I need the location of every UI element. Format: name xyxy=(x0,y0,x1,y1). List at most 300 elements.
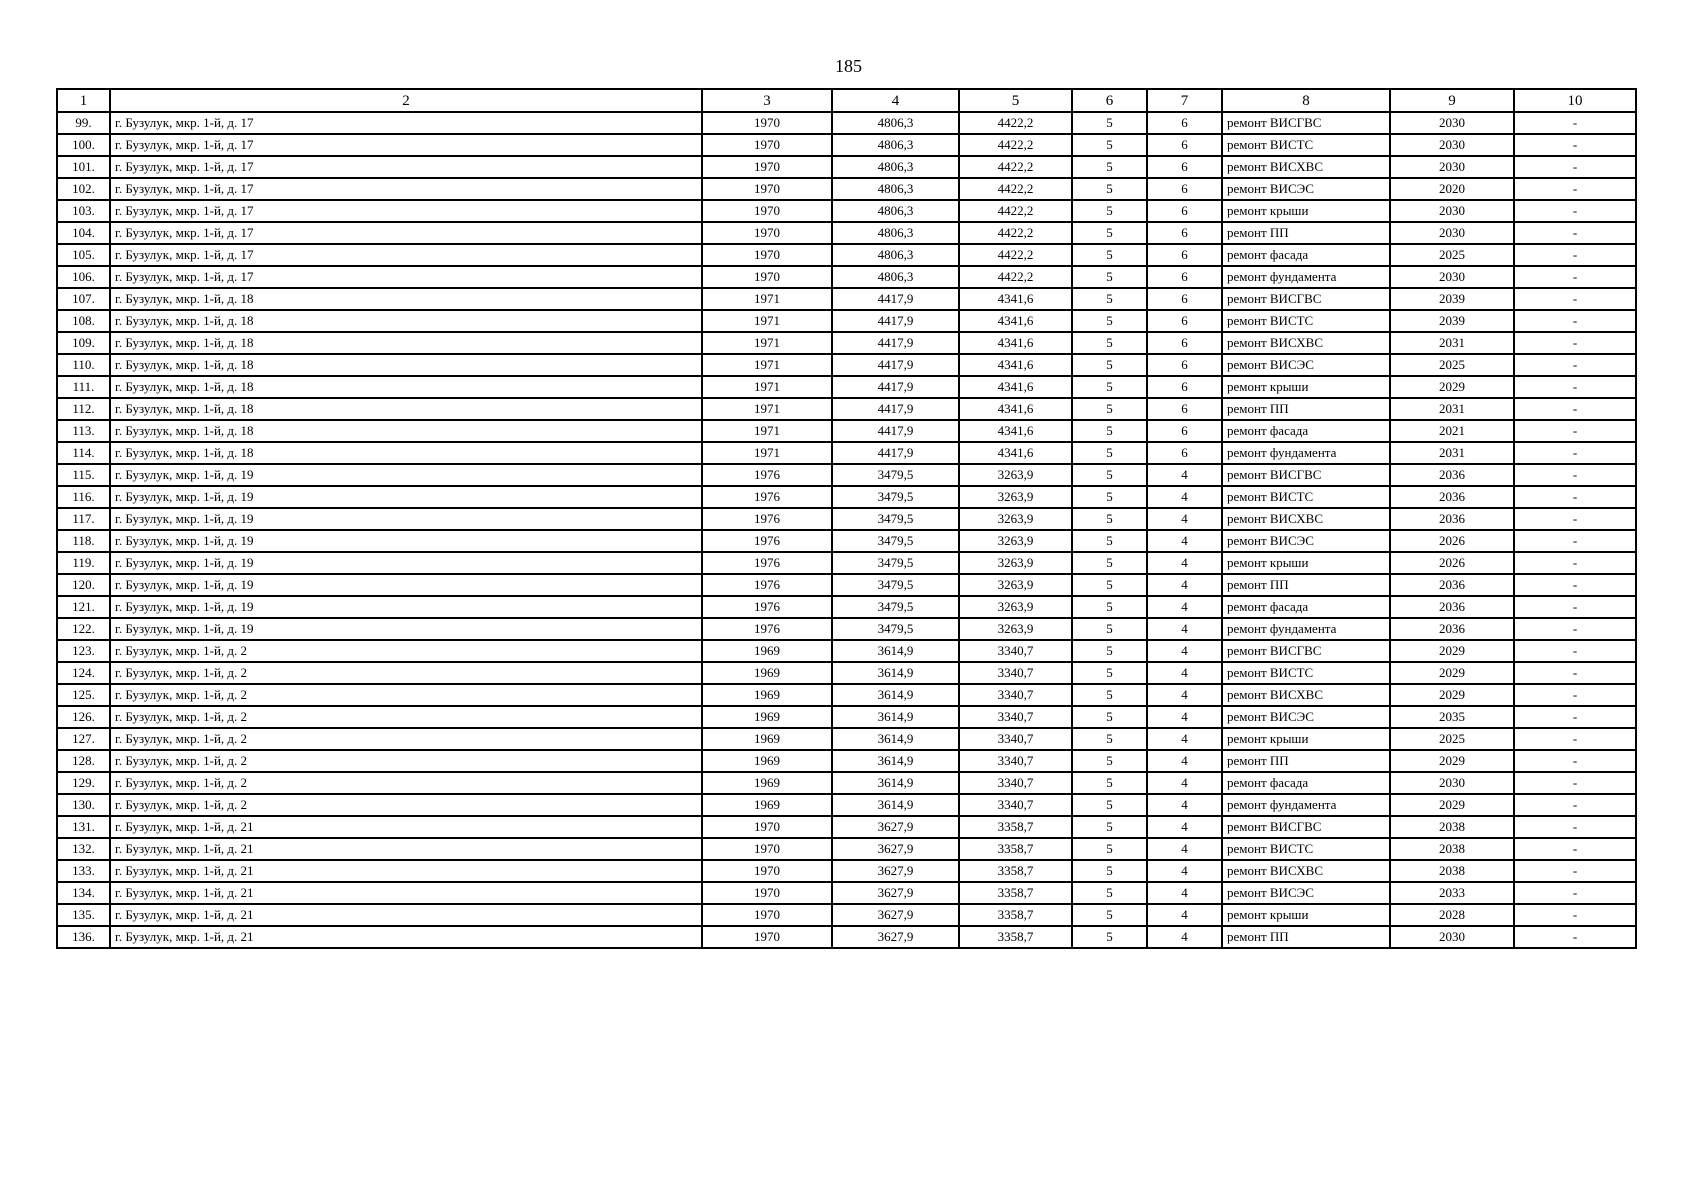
year-cell: 1970 xyxy=(702,838,832,860)
row-number: 118. xyxy=(57,530,110,552)
entrances-cell: 4 xyxy=(1147,508,1222,530)
floors-cell: 5 xyxy=(1072,552,1147,574)
table-row xyxy=(57,288,1636,310)
year-cell: 1971 xyxy=(702,354,832,376)
column-header: 7 xyxy=(1147,89,1222,112)
work-type-cell: ремонт ВИСТС xyxy=(1222,662,1390,684)
total-area-cell: 4417,9 xyxy=(832,288,959,310)
living-area-cell: 4422,2 xyxy=(959,112,1072,134)
address-cell: г. Бузулук, мкр. 1-й, д. 2 xyxy=(110,772,702,794)
header-row xyxy=(57,89,1636,112)
work-type-cell: ремонт ВИСХВС xyxy=(1222,684,1390,706)
year-cell: 1976 xyxy=(702,464,832,486)
year-cell: 1969 xyxy=(702,728,832,750)
planned-year-cell: 2030 xyxy=(1390,134,1514,156)
total-area-cell: 4806,3 xyxy=(832,244,959,266)
table-row xyxy=(57,618,1636,640)
year-cell: 1970 xyxy=(702,134,832,156)
table-row xyxy=(57,376,1636,398)
work-type-cell: ремонт ВИСХВС xyxy=(1222,860,1390,882)
living-area-cell: 4422,2 xyxy=(959,266,1072,288)
address-cell: г. Бузулук, мкр. 1-й, д. 2 xyxy=(110,728,702,750)
work-type-cell: ремонт фундамента xyxy=(1222,618,1390,640)
row-number: 116. xyxy=(57,486,110,508)
total-area-cell: 3479,5 xyxy=(832,574,959,596)
entrances-cell: 6 xyxy=(1147,376,1222,398)
floors-cell: 5 xyxy=(1072,838,1147,860)
living-area-cell: 3340,7 xyxy=(959,684,1072,706)
note-cell: - xyxy=(1514,618,1636,640)
note-cell: - xyxy=(1514,816,1636,838)
year-cell: 1969 xyxy=(702,684,832,706)
total-area-cell: 3479,5 xyxy=(832,596,959,618)
table-row xyxy=(57,354,1636,376)
planned-year-cell: 2026 xyxy=(1390,552,1514,574)
address-cell: г. Бузулук, мкр. 1-й, д. 21 xyxy=(110,838,702,860)
table-row xyxy=(57,244,1636,266)
floors-cell: 5 xyxy=(1072,530,1147,552)
table-row xyxy=(57,530,1636,552)
note-cell: - xyxy=(1514,926,1636,948)
note-cell: - xyxy=(1514,354,1636,376)
table-row xyxy=(57,420,1636,442)
floors-cell: 5 xyxy=(1072,332,1147,354)
entrances-cell: 6 xyxy=(1147,332,1222,354)
planned-year-cell: 2030 xyxy=(1390,222,1514,244)
note-cell: - xyxy=(1514,376,1636,398)
floors-cell: 5 xyxy=(1072,662,1147,684)
row-number: 120. xyxy=(57,574,110,596)
work-type-cell: ремонт ВИСТС xyxy=(1222,310,1390,332)
planned-year-cell: 2025 xyxy=(1390,244,1514,266)
note-cell: - xyxy=(1514,706,1636,728)
year-cell: 1971 xyxy=(702,442,832,464)
total-area-cell: 3614,9 xyxy=(832,794,959,816)
column-header: 8 xyxy=(1222,89,1390,112)
floors-cell: 5 xyxy=(1072,178,1147,200)
note-cell: - xyxy=(1514,464,1636,486)
table-row xyxy=(57,112,1636,134)
work-type-cell: ремонт фасада xyxy=(1222,420,1390,442)
year-cell: 1976 xyxy=(702,486,832,508)
total-area-cell: 3614,9 xyxy=(832,728,959,750)
entrances-cell: 4 xyxy=(1147,728,1222,750)
address-cell: г. Бузулук, мкр. 1-й, д. 18 xyxy=(110,332,702,354)
floors-cell: 5 xyxy=(1072,728,1147,750)
row-number: 127. xyxy=(57,728,110,750)
planned-year-cell: 2036 xyxy=(1390,508,1514,530)
year-cell: 1970 xyxy=(702,816,832,838)
row-number: 106. xyxy=(57,266,110,288)
planned-year-cell: 2035 xyxy=(1390,706,1514,728)
planned-year-cell: 2030 xyxy=(1390,266,1514,288)
work-type-cell: ремонт фундамента xyxy=(1222,442,1390,464)
address-cell: г. Бузулук, мкр. 1-й, д. 19 xyxy=(110,530,702,552)
entrances-cell: 4 xyxy=(1147,882,1222,904)
floors-cell: 5 xyxy=(1072,772,1147,794)
column-header: 4 xyxy=(832,89,959,112)
address-cell: г. Бузулук, мкр. 1-й, д. 18 xyxy=(110,442,702,464)
entrances-cell: 4 xyxy=(1147,816,1222,838)
living-area-cell: 3358,7 xyxy=(959,926,1072,948)
year-cell: 1970 xyxy=(702,860,832,882)
planned-year-cell: 2038 xyxy=(1390,816,1514,838)
year-cell: 1971 xyxy=(702,420,832,442)
work-type-cell: ремонт ПП xyxy=(1222,222,1390,244)
living-area-cell: 3340,7 xyxy=(959,640,1072,662)
note-cell: - xyxy=(1514,508,1636,530)
entrances-cell: 4 xyxy=(1147,662,1222,684)
entrances-cell: 4 xyxy=(1147,486,1222,508)
total-area-cell: 3627,9 xyxy=(832,904,959,926)
address-cell: г. Бузулук, мкр. 1-й, д. 19 xyxy=(110,486,702,508)
work-type-cell: ремонт крыши xyxy=(1222,200,1390,222)
living-area-cell: 3263,9 xyxy=(959,508,1072,530)
planned-year-cell: 2033 xyxy=(1390,882,1514,904)
row-number: 132. xyxy=(57,838,110,860)
floors-cell: 5 xyxy=(1072,398,1147,420)
row-number: 117. xyxy=(57,508,110,530)
living-area-cell: 3340,7 xyxy=(959,794,1072,816)
year-cell: 1971 xyxy=(702,310,832,332)
note-cell: - xyxy=(1514,222,1636,244)
entrances-cell: 4 xyxy=(1147,618,1222,640)
entrances-cell: 4 xyxy=(1147,838,1222,860)
planned-year-cell: 2029 xyxy=(1390,794,1514,816)
note-cell: - xyxy=(1514,156,1636,178)
planned-year-cell: 2030 xyxy=(1390,112,1514,134)
total-area-cell: 4806,3 xyxy=(832,112,959,134)
floors-cell: 5 xyxy=(1072,750,1147,772)
note-cell: - xyxy=(1514,398,1636,420)
work-type-cell: ремонт фундамента xyxy=(1222,266,1390,288)
entrances-cell: 6 xyxy=(1147,222,1222,244)
floors-cell: 5 xyxy=(1072,904,1147,926)
living-area-cell: 4341,6 xyxy=(959,442,1072,464)
living-area-cell: 4341,6 xyxy=(959,354,1072,376)
repair-schedule-table xyxy=(56,88,1637,949)
planned-year-cell: 2025 xyxy=(1390,354,1514,376)
column-header: 1 xyxy=(57,89,110,112)
entrances-cell: 4 xyxy=(1147,552,1222,574)
total-area-cell: 3479,5 xyxy=(832,508,959,530)
floors-cell: 5 xyxy=(1072,244,1147,266)
work-type-cell: ремонт ВИСЭС xyxy=(1222,354,1390,376)
total-area-cell: 3614,9 xyxy=(832,706,959,728)
table-row xyxy=(57,728,1636,750)
note-cell: - xyxy=(1514,288,1636,310)
table-row xyxy=(57,200,1636,222)
planned-year-cell: 2030 xyxy=(1390,156,1514,178)
address-cell: г. Бузулук, мкр. 1-й, д. 18 xyxy=(110,398,702,420)
table-row xyxy=(57,904,1636,926)
work-type-cell: ремонт ВИСТС xyxy=(1222,838,1390,860)
address-cell: г. Бузулук, мкр. 1-й, д. 17 xyxy=(110,156,702,178)
total-area-cell: 4417,9 xyxy=(832,420,959,442)
living-area-cell: 3358,7 xyxy=(959,904,1072,926)
note-cell: - xyxy=(1514,728,1636,750)
planned-year-cell: 2031 xyxy=(1390,332,1514,354)
entrances-cell: 6 xyxy=(1147,420,1222,442)
year-cell: 1976 xyxy=(702,596,832,618)
note-cell: - xyxy=(1514,750,1636,772)
table-row xyxy=(57,640,1636,662)
living-area-cell: 3340,7 xyxy=(959,750,1072,772)
floors-cell: 5 xyxy=(1072,420,1147,442)
floors-cell: 5 xyxy=(1072,442,1147,464)
note-cell: - xyxy=(1514,112,1636,134)
living-area-cell: 3263,9 xyxy=(959,530,1072,552)
table-header xyxy=(57,89,1636,112)
note-cell: - xyxy=(1514,552,1636,574)
row-number: 123. xyxy=(57,640,110,662)
note-cell: - xyxy=(1514,596,1636,618)
total-area-cell: 3614,9 xyxy=(832,684,959,706)
total-area-cell: 3614,9 xyxy=(832,772,959,794)
work-type-cell: ремонт ВИСГВС xyxy=(1222,464,1390,486)
living-area-cell: 3263,9 xyxy=(959,618,1072,640)
floors-cell: 5 xyxy=(1072,156,1147,178)
year-cell: 1969 xyxy=(702,794,832,816)
entrances-cell: 4 xyxy=(1147,750,1222,772)
floors-cell: 5 xyxy=(1072,266,1147,288)
work-type-cell: ремонт ПП xyxy=(1222,750,1390,772)
entrances-cell: 4 xyxy=(1147,772,1222,794)
total-area-cell: 3614,9 xyxy=(832,640,959,662)
table-row xyxy=(57,332,1636,354)
year-cell: 1970 xyxy=(702,904,832,926)
address-cell: г. Бузулук, мкр. 1-й, д. 19 xyxy=(110,618,702,640)
entrances-cell: 4 xyxy=(1147,596,1222,618)
table-row xyxy=(57,772,1636,794)
table-row xyxy=(57,508,1636,530)
address-cell: г. Бузулук, мкр. 1-й, д. 17 xyxy=(110,178,702,200)
table-row xyxy=(57,662,1636,684)
table-body xyxy=(57,112,1636,948)
total-area-cell: 4417,9 xyxy=(832,442,959,464)
address-cell: г. Бузулук, мкр. 1-й, д. 18 xyxy=(110,354,702,376)
total-area-cell: 4806,3 xyxy=(832,222,959,244)
address-cell: г. Бузулук, мкр. 1-й, д. 19 xyxy=(110,508,702,530)
row-number: 121. xyxy=(57,596,110,618)
entrances-cell: 6 xyxy=(1147,398,1222,420)
table-row xyxy=(57,552,1636,574)
living-area-cell: 4341,6 xyxy=(959,398,1072,420)
work-type-cell: ремонт ПП xyxy=(1222,398,1390,420)
work-type-cell: ремонт ВИСГВС xyxy=(1222,816,1390,838)
note-cell: - xyxy=(1514,772,1636,794)
living-area-cell: 3263,9 xyxy=(959,596,1072,618)
planned-year-cell: 2030 xyxy=(1390,200,1514,222)
floors-cell: 5 xyxy=(1072,222,1147,244)
note-cell: - xyxy=(1514,420,1636,442)
floors-cell: 5 xyxy=(1072,618,1147,640)
year-cell: 1970 xyxy=(702,178,832,200)
planned-year-cell: 2029 xyxy=(1390,640,1514,662)
row-number: 112. xyxy=(57,398,110,420)
note-cell: - xyxy=(1514,530,1636,552)
table-row xyxy=(57,684,1636,706)
row-number: 122. xyxy=(57,618,110,640)
living-area-cell: 3358,7 xyxy=(959,816,1072,838)
note-cell: - xyxy=(1514,134,1636,156)
year-cell: 1970 xyxy=(702,112,832,134)
planned-year-cell: 2036 xyxy=(1390,618,1514,640)
total-area-cell: 3479,5 xyxy=(832,464,959,486)
living-area-cell: 4341,6 xyxy=(959,376,1072,398)
address-cell: г. Бузулук, мкр. 1-й, д. 2 xyxy=(110,794,702,816)
year-cell: 1976 xyxy=(702,552,832,574)
entrances-cell: 6 xyxy=(1147,156,1222,178)
row-number: 111. xyxy=(57,376,110,398)
planned-year-cell: 2038 xyxy=(1390,838,1514,860)
row-number: 103. xyxy=(57,200,110,222)
entrances-cell: 6 xyxy=(1147,288,1222,310)
row-number: 104. xyxy=(57,222,110,244)
note-cell: - xyxy=(1514,860,1636,882)
living-area-cell: 3340,7 xyxy=(959,706,1072,728)
note-cell: - xyxy=(1514,244,1636,266)
planned-year-cell: 2029 xyxy=(1390,750,1514,772)
work-type-cell: ремонт ВИСЭС xyxy=(1222,530,1390,552)
table-row xyxy=(57,596,1636,618)
planned-year-cell: 2039 xyxy=(1390,310,1514,332)
entrances-cell: 6 xyxy=(1147,134,1222,156)
table-row xyxy=(57,310,1636,332)
row-number: 133. xyxy=(57,860,110,882)
row-number: 135. xyxy=(57,904,110,926)
living-area-cell: 3358,7 xyxy=(959,838,1072,860)
floors-cell: 5 xyxy=(1072,596,1147,618)
living-area-cell: 3263,9 xyxy=(959,552,1072,574)
table-row xyxy=(57,266,1636,288)
total-area-cell: 4417,9 xyxy=(832,332,959,354)
total-area-cell: 4417,9 xyxy=(832,354,959,376)
table-row xyxy=(57,156,1636,178)
year-cell: 1969 xyxy=(702,750,832,772)
table-row xyxy=(57,574,1636,596)
note-cell: - xyxy=(1514,838,1636,860)
address-cell: г. Бузулук, мкр. 1-й, д. 21 xyxy=(110,860,702,882)
entrances-cell: 6 xyxy=(1147,310,1222,332)
work-type-cell: ремонт ВИСГВС xyxy=(1222,288,1390,310)
living-area-cell: 4422,2 xyxy=(959,178,1072,200)
entrances-cell: 6 xyxy=(1147,244,1222,266)
planned-year-cell: 2031 xyxy=(1390,442,1514,464)
floors-cell: 5 xyxy=(1072,288,1147,310)
work-type-cell: ремонт ПП xyxy=(1222,574,1390,596)
year-cell: 1970 xyxy=(702,882,832,904)
table-row xyxy=(57,134,1636,156)
total-area-cell: 4417,9 xyxy=(832,310,959,332)
living-area-cell: 4341,6 xyxy=(959,420,1072,442)
work-type-cell: ремонт ВИСТС xyxy=(1222,486,1390,508)
column-header: 3 xyxy=(702,89,832,112)
address-cell: г. Бузулук, мкр. 1-й, д. 21 xyxy=(110,904,702,926)
work-type-cell: ремонт крыши xyxy=(1222,552,1390,574)
entrances-cell: 4 xyxy=(1147,904,1222,926)
living-area-cell: 4341,6 xyxy=(959,288,1072,310)
living-area-cell: 3358,7 xyxy=(959,882,1072,904)
floors-cell: 5 xyxy=(1072,200,1147,222)
row-number: 101. xyxy=(57,156,110,178)
table-row xyxy=(57,794,1636,816)
total-area-cell: 3627,9 xyxy=(832,882,959,904)
total-area-cell: 4417,9 xyxy=(832,398,959,420)
total-area-cell: 3479,5 xyxy=(832,552,959,574)
year-cell: 1976 xyxy=(702,618,832,640)
living-area-cell: 4422,2 xyxy=(959,200,1072,222)
work-type-cell: ремонт фасада xyxy=(1222,772,1390,794)
floors-cell: 5 xyxy=(1072,134,1147,156)
planned-year-cell: 2030 xyxy=(1390,926,1514,948)
entrances-cell: 6 xyxy=(1147,266,1222,288)
row-number: 99. xyxy=(57,112,110,134)
note-cell: - xyxy=(1514,640,1636,662)
living-area-cell: 4341,6 xyxy=(959,332,1072,354)
planned-year-cell: 2029 xyxy=(1390,376,1514,398)
living-area-cell: 3358,7 xyxy=(959,860,1072,882)
row-number: 124. xyxy=(57,662,110,684)
note-cell: - xyxy=(1514,310,1636,332)
row-number: 130. xyxy=(57,794,110,816)
planned-year-cell: 2028 xyxy=(1390,904,1514,926)
planned-year-cell: 2020 xyxy=(1390,178,1514,200)
year-cell: 1969 xyxy=(702,640,832,662)
column-header: 6 xyxy=(1072,89,1147,112)
floors-cell: 5 xyxy=(1072,860,1147,882)
note-cell: - xyxy=(1514,904,1636,926)
table-row xyxy=(57,442,1636,464)
floors-cell: 5 xyxy=(1072,640,1147,662)
floors-cell: 5 xyxy=(1072,354,1147,376)
row-number: 114. xyxy=(57,442,110,464)
row-number: 115. xyxy=(57,464,110,486)
address-cell: г. Бузулук, мкр. 1-й, д. 21 xyxy=(110,882,702,904)
entrances-cell: 6 xyxy=(1147,178,1222,200)
work-type-cell: ремонт ПП xyxy=(1222,926,1390,948)
total-area-cell: 3614,9 xyxy=(832,662,959,684)
floors-cell: 5 xyxy=(1072,464,1147,486)
address-cell: г. Бузулук, мкр. 1-й, д. 17 xyxy=(110,244,702,266)
entrances-cell: 4 xyxy=(1147,926,1222,948)
floors-cell: 5 xyxy=(1072,816,1147,838)
row-number: 108. xyxy=(57,310,110,332)
planned-year-cell: 2030 xyxy=(1390,772,1514,794)
table-row xyxy=(57,838,1636,860)
floors-cell: 5 xyxy=(1072,684,1147,706)
address-cell: г. Бузулук, мкр. 1-й, д. 17 xyxy=(110,200,702,222)
floors-cell: 5 xyxy=(1072,794,1147,816)
total-area-cell: 3614,9 xyxy=(832,750,959,772)
address-cell: г. Бузулук, мкр. 1-й, д. 2 xyxy=(110,662,702,684)
year-cell: 1970 xyxy=(702,156,832,178)
page-number: 185 xyxy=(835,56,862,76)
floors-cell: 5 xyxy=(1072,706,1147,728)
planned-year-cell: 2036 xyxy=(1390,464,1514,486)
address-cell: г. Бузулук, мкр. 1-й, д. 17 xyxy=(110,112,702,134)
table-row xyxy=(57,926,1636,948)
work-type-cell: ремонт крыши xyxy=(1222,904,1390,926)
year-cell: 1976 xyxy=(702,508,832,530)
year-cell: 1969 xyxy=(702,662,832,684)
work-type-cell: ремонт ВИСХВС xyxy=(1222,332,1390,354)
work-type-cell: ремонт фасада xyxy=(1222,244,1390,266)
total-area-cell: 4806,3 xyxy=(832,200,959,222)
year-cell: 1971 xyxy=(702,332,832,354)
living-area-cell: 3263,9 xyxy=(959,574,1072,596)
row-number: 107. xyxy=(57,288,110,310)
